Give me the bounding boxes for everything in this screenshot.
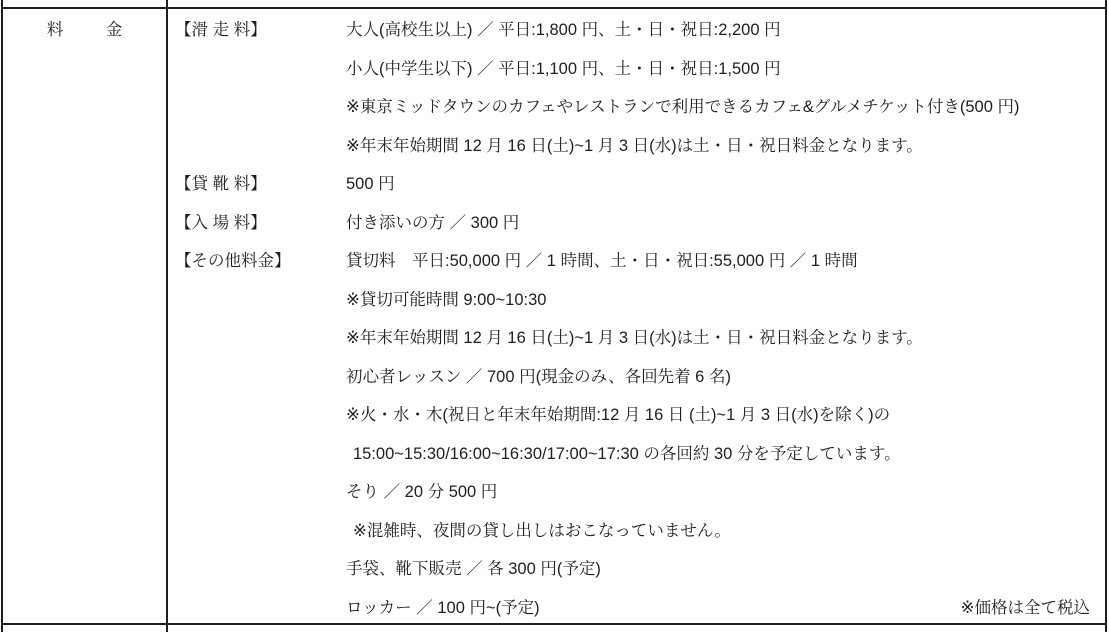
- fee-section: [166, 202, 1106, 241]
- fee-row: [3, 9, 1106, 623]
- tax-note: ※価格は全て税込: [960, 598, 1090, 617]
- section-lines: [346, 9, 1106, 163]
- price-line: [346, 125, 1106, 164]
- price-line-text: 大人(高校生以上) ／ 平日:1,800 円、土・日・祝日:2,200 円: [346, 21, 781, 40]
- price-line: [346, 587, 1106, 626]
- section-label: 【滑 走 料】: [175, 21, 267, 40]
- price-line-text: ※年末年始期間 12 月 16 日(土)~1 月 3 日(水)は土・日・祝日料金となります。: [346, 329, 923, 348]
- price-line: [346, 356, 1106, 395]
- section-label: 【その他料金】: [175, 252, 291, 271]
- fee-section: [166, 240, 1106, 625]
- price-line-text: そり ／ 20 分 500 円: [346, 483, 498, 502]
- section-lines: [346, 163, 1106, 202]
- price-line-text: 小人(中学生以下) ／ 平日:1,100 円、土・日・祝日:1,500 円: [346, 59, 781, 78]
- price-line-text: ※年末年始期間 12 月 16 日(土)~1 月 3 日(水)は土・日・祝日料金となります。: [346, 136, 923, 155]
- price-line-text: ※貸切可能時間 9:00~10:30: [346, 290, 547, 309]
- section-lines: [346, 240, 1106, 625]
- price-line: [346, 279, 1106, 318]
- price-line-text: 15:00~15:30/16:00~16:30/17:00~17:30 の各回約 30 分を予定しています。: [353, 444, 901, 463]
- price-line: [346, 433, 1106, 472]
- price-line-text: ロッカー ／ 100 円~(予定): [346, 598, 540, 617]
- price-line-text: ※東京ミッドタウンのカフェやレストランで利用できるカフェ&グルメチケット付き(500 円): [346, 98, 1020, 117]
- price-line: [346, 317, 1106, 356]
- section-lines: [346, 202, 1106, 241]
- price-line-text: 付き添いの方 ／ 300 円: [346, 213, 520, 232]
- price-line: [346, 240, 1106, 279]
- section-label: 【貸 靴 料】: [175, 175, 267, 194]
- price-line: [346, 202, 1106, 241]
- price-line-text: ※火・水・木(祝日と年末年始期間:12 月 16 日 (土)~1 月 3 日(水)を除く)の: [346, 406, 891, 425]
- section-label: 【入 場 料】: [175, 213, 267, 232]
- price-line-text: ※混雑時、夜間の貸し出しはおこなっていません。: [353, 521, 731, 540]
- price-line: [346, 548, 1106, 587]
- price-line: [346, 163, 1106, 202]
- row-header-cell: [3, 9, 166, 623]
- price-details-cell: [166, 9, 1106, 623]
- price-line: [346, 48, 1106, 87]
- price-line-text: 貸切料 平日:50,000 円 ／ 1 時間、土・日・祝日:55,000 円 ／ 1 時間: [346, 252, 858, 271]
- fee-section: [166, 163, 1106, 202]
- price-line: [346, 510, 1106, 549]
- price-line-text: 500 円: [346, 175, 395, 194]
- row-header-label: 料 金: [46, 21, 136, 40]
- price-line: [346, 9, 1106, 48]
- price-line: [346, 394, 1106, 433]
- price-line-text: 初心者レッスン ／ 700 円(現金のみ、各回先着 6 名): [346, 367, 731, 386]
- fee-section: [166, 9, 1106, 163]
- price-line-text: 手袋、靴下販売 ／ 各 300 円(予定): [346, 560, 601, 579]
- price-line: [346, 471, 1106, 510]
- price-line: [346, 86, 1106, 125]
